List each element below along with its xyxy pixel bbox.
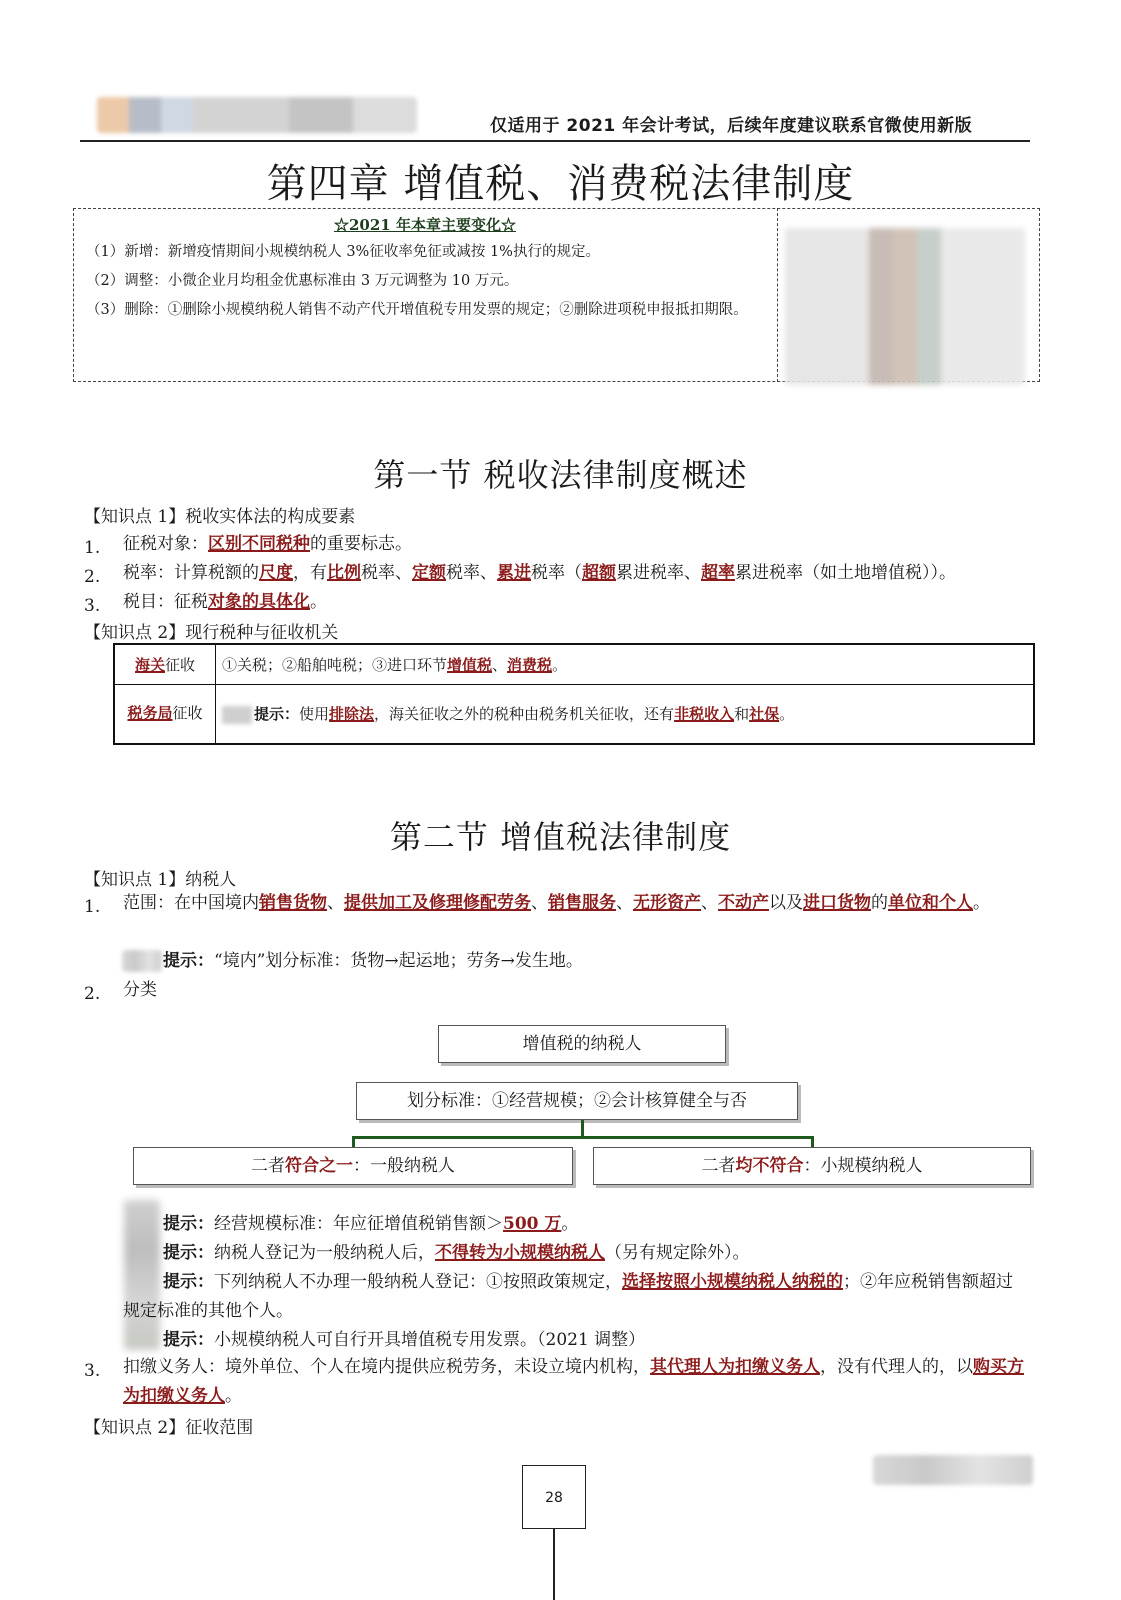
diagram-connector	[352, 1136, 814, 1139]
highlighted-term: 对象的具体化	[208, 592, 310, 612]
highlighted-term: 进口货物	[803, 893, 871, 913]
highlighted-term: 选择按照小规模纳税人纳税的	[622, 1272, 843, 1292]
section1-title: 第一节 税收法律制度概述	[373, 456, 748, 494]
highlighted-term: 超额	[582, 563, 616, 583]
list-number: 3.	[84, 596, 101, 616]
diagram-text: ：一般纳税人	[353, 1156, 455, 1176]
highlighted-term: 非税收入	[674, 705, 735, 724]
table-cell	[216, 644, 1035, 684]
highlighted-term: 区别不同税种	[208, 534, 310, 554]
tip	[163, 947, 1023, 976]
highlighted-term: 超率	[701, 563, 735, 583]
list-number: 2.	[84, 984, 101, 1004]
highlighted-term: 其代理人为扣缴义务人	[650, 1357, 820, 1377]
tip-label: 提示：	[163, 1330, 214, 1350]
list-number: 3.	[84, 1361, 101, 1381]
diagram-top-node: 增值税的纳税人	[438, 1025, 726, 1063]
page-number: 28	[522, 1465, 586, 1529]
text-run: ；②年应税销售额超过规定标准的其他个人。	[123, 1272, 1013, 1321]
text-run: 和	[734, 705, 750, 724]
highlighted-term: 社保	[749, 705, 780, 724]
table-cell	[216, 684, 1035, 744]
highlighted-term: 累进	[497, 563, 531, 583]
diagram-highlight: 符合之一	[285, 1156, 353, 1176]
header-logo-blurred	[97, 97, 417, 133]
table-header-highlight: 海关	[134, 655, 165, 674]
text-run: ①关税；②船舶吨税；③进口环节	[222, 655, 448, 674]
text-run: 纳税人登记为一般纳税人后，	[214, 1243, 435, 1263]
text-run: 。	[561, 1214, 579, 1234]
changes-item: （2）调整：小微企业月均租金优惠标准由 3 万元调整为 10 万元。	[86, 273, 519, 289]
text-run: 。	[973, 893, 990, 913]
text-run: 、	[616, 893, 633, 913]
highlighted-term: 消费税	[507, 655, 553, 674]
header-note: 仅适用于 2021 年会计考试，后续年度建议联系官微使用新版	[490, 116, 973, 136]
text-run: 税率：计算税额的	[123, 563, 259, 583]
icon-blurred	[222, 706, 252, 724]
tip-label: 提示：	[163, 951, 214, 971]
text-run: 小规模纳税人可自行开具增值税专用发票。（2021 调整）	[214, 1330, 646, 1350]
list-number: 1.	[84, 897, 101, 917]
table-header-highlight: 税务局	[127, 704, 173, 723]
text-run: 的重要标志。	[310, 534, 412, 554]
header-divider	[80, 140, 1030, 142]
highlighted-term: 销售服务	[548, 893, 616, 913]
table-row-header	[114, 684, 216, 744]
highlighted-term: 购买方为扣缴义务人	[123, 1357, 1024, 1406]
diagram-highlight: 均不符合	[735, 1156, 804, 1176]
diagram-small-taxpayer-node	[593, 1147, 1031, 1185]
text-run: 征税对象：	[123, 534, 208, 554]
text-run: ，海关征收之外的税种由税务机关征收，还有	[374, 705, 675, 724]
text-run: 扣缴义务人：境外单位、个人在境内提供应税劳务，未设立境内机构，	[123, 1357, 650, 1377]
highlighted-term: 无形资产	[633, 893, 701, 913]
changes-box-divider	[777, 208, 778, 382]
tip-text: “境内”划分标准：货物→起运地；劳务→发生地。	[214, 951, 583, 971]
list-item	[123, 588, 1033, 617]
knowledge-point-heading: 【知识点 1】税收实体法的构成要素	[84, 507, 356, 527]
text-run: 、	[531, 893, 548, 913]
changes-item: （3）删除：①删除小规模纳税人销售不动产代开增值税专用发票的规定；②删除进项税申报抵扣期限。	[86, 302, 748, 318]
text-run: 税目：征税	[123, 592, 208, 612]
diagram-general-taxpayer-node	[133, 1147, 573, 1185]
list-item	[123, 889, 1033, 918]
diagram-text: 二者	[251, 1156, 285, 1176]
text-run: ，有	[293, 563, 327, 583]
knowledge-point-heading: 【知识点 2】现行税种与征收机关	[84, 623, 339, 643]
text-run: 。	[225, 1386, 242, 1406]
text-run: （另有规定除外）。	[605, 1243, 750, 1263]
diagram-criteria-node: 划分标准：①经营规模；②会计核算健全与否	[356, 1082, 798, 1120]
text-run: 、	[701, 893, 718, 913]
list-item	[123, 530, 1033, 559]
text-run: 税率、	[446, 563, 497, 583]
text-run: 。	[552, 655, 568, 674]
changes-box-title: ☆2021 年本章主要变化☆	[334, 216, 516, 234]
text-run: 。	[779, 705, 795, 724]
knowledge-point-heading: 【知识点 1】纳税人	[84, 870, 237, 890]
tip	[123, 1268, 1028, 1326]
text-run: 以及	[769, 893, 803, 913]
text-run: 范围：在中国境内	[123, 893, 259, 913]
highlighted-term: 不动产	[718, 893, 769, 913]
tip	[123, 1239, 1028, 1268]
list-item: 分类	[123, 980, 157, 1000]
tip-label: 提示：	[163, 1272, 214, 1292]
table-header-text: 征收	[172, 704, 203, 723]
diagram-text: 二者	[701, 1156, 736, 1176]
highlighted-term: 增值税	[447, 655, 493, 674]
highlighted-term: 尺度	[259, 563, 293, 583]
text-run: 的	[871, 893, 888, 913]
tax-collection-table	[113, 643, 1035, 745]
icon-blurred	[122, 950, 162, 972]
highlighted-term: 比例	[327, 563, 361, 583]
tip	[123, 1210, 1028, 1239]
text-run: 累进税率、	[616, 563, 701, 583]
text-run: 使用	[299, 705, 330, 724]
highlighted-term: 销售货物	[259, 893, 327, 913]
diagram-text: ：小规模纳税人	[803, 1156, 923, 1176]
knowledge-point-heading: 【知识点 2】征收范围	[84, 1418, 254, 1438]
text-run: 、	[492, 655, 508, 674]
text-run: 累进税率（如土地增值税））。	[735, 563, 956, 583]
highlighted-term: 不得转为小规模纳税人	[435, 1243, 605, 1263]
list-number: 1.	[84, 538, 101, 558]
tip-label: 提示：	[163, 1214, 214, 1234]
table-row-header	[114, 644, 216, 684]
list-item	[123, 559, 1033, 588]
text-run: 、	[327, 893, 344, 913]
changes-item: （1）新增：新增疫情期间小规模纳税人 3%征收率免征或减按 1%执行的规定。	[86, 244, 600, 260]
tip-label: 提示：	[254, 705, 300, 724]
list-number: 2.	[84, 567, 101, 587]
highlighted-term: 单位和个人	[888, 893, 973, 913]
text-run: 经营规模标准：年应征增值税销售额＞	[214, 1214, 503, 1234]
list-item	[123, 1353, 1033, 1411]
text-run: 下列纳税人不办理一般纳税人登记：①按照政策规定，	[214, 1272, 622, 1292]
text-run: ，没有代理人的，以	[820, 1357, 973, 1377]
tip-label: 提示：	[163, 1243, 214, 1263]
highlighted-term: 500 万	[503, 1214, 562, 1234]
footer-logo-blurred	[873, 1455, 1033, 1485]
highlighted-term: 提供加工及修理修配劳务	[344, 893, 531, 913]
section2-title: 第二节 增值税法律制度	[389, 818, 732, 856]
tip	[123, 1326, 1028, 1355]
highlighted-term: 排除法	[329, 705, 375, 724]
chapter-title: 第四章 增值税、消费税法律制度	[266, 161, 855, 207]
qr-code-blurred	[785, 225, 1025, 385]
text-run: 。	[310, 592, 327, 612]
page-footer-line	[553, 1529, 555, 1600]
highlighted-term: 定额	[412, 563, 446, 583]
text-run: 税率（	[531, 563, 582, 583]
table-header-text: 征收	[165, 655, 196, 674]
text-run: 税率、	[361, 563, 412, 583]
